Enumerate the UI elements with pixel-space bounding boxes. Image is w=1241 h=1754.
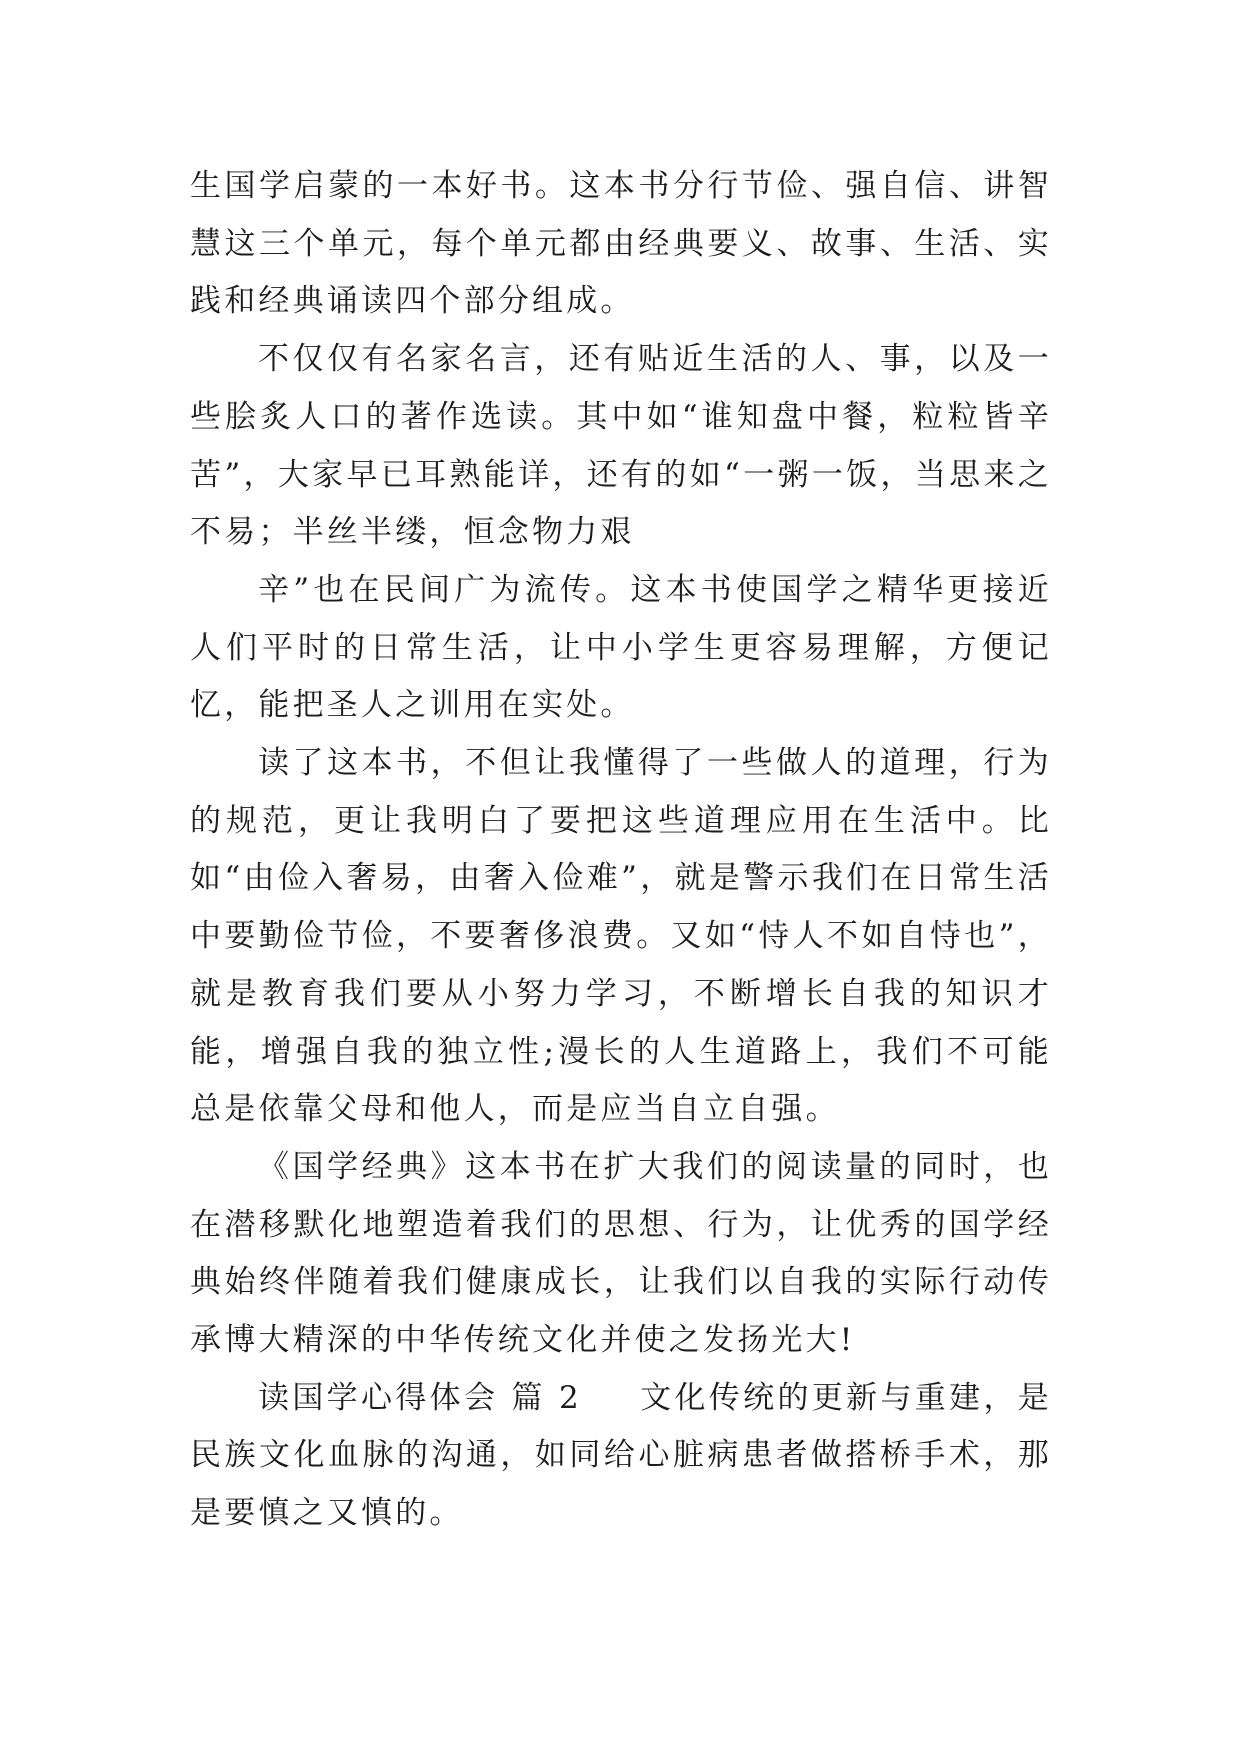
section-heading: 读国学心得体会 篇 2: [258, 1379, 582, 1416]
document-body: [190, 158, 1052, 1543]
paragraph-5: 《国学经典》这本书在扩大我们的阅读量的同时，也在潜移默化地塑造着我们的思想、行为，让优秀的国学经典始终伴随着我们健康成长，让我们以自我的实际行动传承博大精深的中华传统文化并使之发扬光大!: [190, 1148, 1052, 1359]
section-paragraph: [190, 1370, 1052, 1543]
section-body: 文化传统的更新与重建，是民族文化血脉的沟通，如同给心脏病患者做搭桥手术，那是要慎之又慎的。: [190, 1379, 1052, 1532]
paragraph-1: 生国学启蒙的一本好书。这本书分行节俭、强自信、讲智慧这三个单元，每个单元都由经典要义、故事、生活、实践和经典诵读四个部分组成。: [190, 168, 1052, 320]
paragraph-2: 不仅仅有名家名言，还有贴近生活的人、事，以及一些脍炙人口的著作选读。其中如“谁知盘中餐，粒粒皆辛苦”，大家早已耳熟能详，还有的如“一粥一饭，当思来之不易；半丝半缕，恒念物力艰: [190, 341, 1052, 551]
paragraph-3: 辛”也在民间广为流传。这本书使国学之精华更接近人们平时的日常生活，让中小学生更容易理解，方便记忆，能把圣人之训用在实处。: [190, 571, 1052, 724]
paragraph-4: 读了这本书，不但让我懂得了一些做人的道理，行为的规范，更让我明白了要把这些道理应用在生活中。比如“由俭入奢易，由奢入俭难”，就是警示我们在日常生活中要勤俭节俭，不要奢侈浪费。又如“恃人不如自恃也”，就是教育我们要从小努力学习，不断增长自我的知识才能，增强自我的独立性;漫长的人生道路上，我们不可能总是依靠父母和他人，而是应当自立自强。: [190, 745, 1052, 1128]
